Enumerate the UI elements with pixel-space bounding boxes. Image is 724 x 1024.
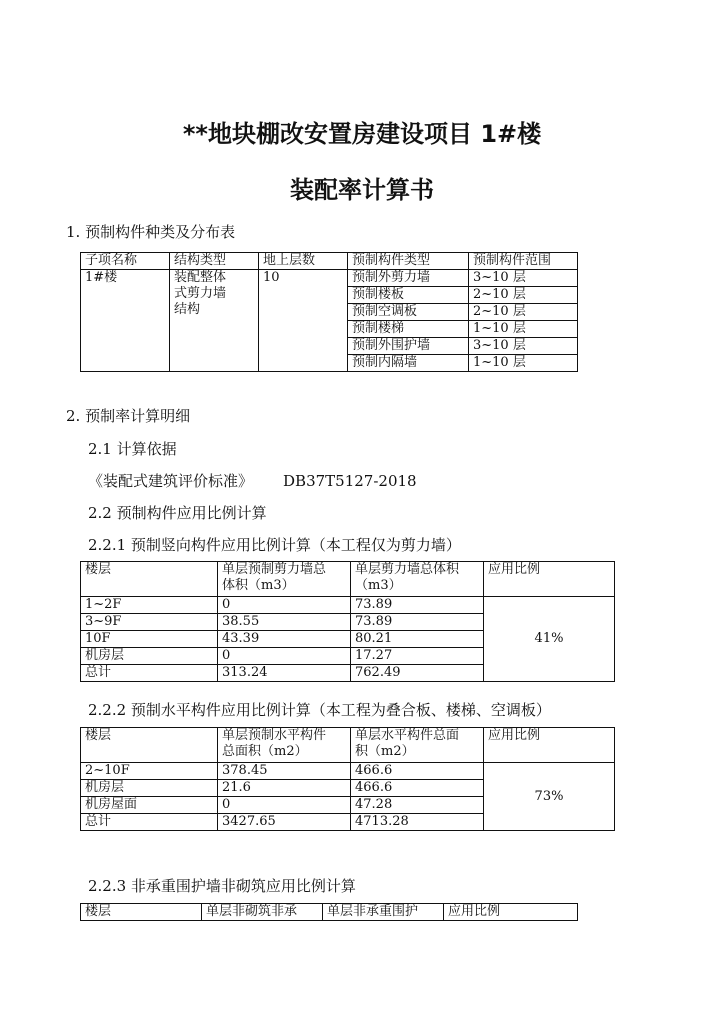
value-cell: 466.6 <box>351 780 484 797</box>
section-2-2-heading: 2.2 预制构件应用比例计算 <box>88 504 267 522</box>
section-2-heading: 2. 预制率计算明细 <box>66 407 191 425</box>
value-cell: 17.27 <box>351 648 484 665</box>
component-range-cell: 1~10 层 <box>469 321 578 338</box>
table-header-cell: 应用比例 <box>484 728 615 763</box>
section-2-2-3-heading: 2.2.3 非承重围护墙非砌筑应用比例计算 <box>88 877 356 895</box>
component-type-cell: 预制楼板 <box>348 287 469 304</box>
value-cell: 21.6 <box>218 780 351 797</box>
component-type-cell: 预制空调板 <box>348 304 469 321</box>
section-1-heading: 1. 预制构件种类及分布表 <box>66 223 236 241</box>
value-cell: 73.89 <box>351 597 484 614</box>
header-line: 单层剪力墙总体积 <box>355 562 460 577</box>
table-header-cell: 单层非承重围护 <box>323 904 444 921</box>
table-header-cell <box>351 562 484 597</box>
value-cell: 73.89 <box>351 614 484 631</box>
table-header-cell: 子项名称 <box>81 253 170 270</box>
table-header-cell: 预制构件范围 <box>469 253 578 270</box>
floor-cell: 总计 <box>81 814 218 831</box>
component-range-cell: 3~10 层 <box>469 338 578 355</box>
ratio-cell: 41% <box>484 597 615 682</box>
table-header-cell: 单层非砌筑非承 <box>202 904 323 921</box>
header-line: 单层水平构件总面 <box>355 728 460 743</box>
component-range-cell: 2~10 层 <box>469 287 578 304</box>
horizontal-component-ratio-table <box>80 727 615 831</box>
value-cell: 4713.28 <box>351 814 484 831</box>
value-cell: 0 <box>218 597 351 614</box>
table-header-row <box>81 253 578 270</box>
standard-reference <box>88 470 417 491</box>
floor-cell: 机房层 <box>81 780 218 797</box>
table-header-cell <box>218 562 351 597</box>
value-cell: 0 <box>218 648 351 665</box>
header-line: 单层预制剪力墙总 <box>222 562 327 577</box>
ratio-cell: 73% <box>484 763 615 831</box>
table-header-cell: 楼层 <box>81 562 218 597</box>
value-cell: 47.28 <box>351 797 484 814</box>
floor-cell: 机房层 <box>81 648 218 665</box>
table-row <box>81 597 615 614</box>
header-line: 体积（m3） <box>222 578 295 593</box>
header-line: 积（m2） <box>355 744 415 759</box>
section-2-2-1-heading: 2.2.1 预制竖向构件应用比例计算（本工程仅为剪力墙） <box>88 536 461 554</box>
value-cell: 378.45 <box>218 763 351 780</box>
vertical-component-ratio-table <box>80 561 615 682</box>
structure-line: 式剪力墙 <box>174 286 227 301</box>
standard-code: DB37T5127-2018 <box>283 472 417 490</box>
value-cell: 0 <box>218 797 351 814</box>
table-header-cell: 结构类型 <box>170 253 259 270</box>
floor-cell: 1~2F <box>81 597 218 614</box>
section-2-2-2-heading: 2.2.2 预制水平构件应用比例计算（本工程为叠合板、楼梯、空调板） <box>88 701 551 719</box>
header-line: （m3） <box>355 578 402 593</box>
value-cell: 43.39 <box>218 631 351 648</box>
structure-type-cell <box>170 270 259 372</box>
table-header-cell <box>218 728 351 763</box>
table-header-row <box>81 728 615 763</box>
table-row <box>81 763 615 780</box>
component-distribution-table <box>80 252 578 372</box>
floor-cell: 总计 <box>81 665 218 682</box>
structure-line: 结构 <box>174 302 201 317</box>
table-header-cell: 楼层 <box>81 728 218 763</box>
document-title: **地块棚改安置房建设项目 1#楼 <box>182 120 542 148</box>
table-row <box>81 270 578 287</box>
component-range-cell: 1~10 层 <box>469 355 578 372</box>
table-header-cell: 地上层数 <box>259 253 348 270</box>
non-masonry-ratio-table <box>80 903 578 921</box>
table-header-cell: 应用比例 <box>444 904 578 921</box>
item-name-cell: 1#楼 <box>81 270 170 372</box>
table-header-row <box>81 562 615 597</box>
component-range-cell: 3~10 层 <box>469 270 578 287</box>
floor-cell: 机房屋面 <box>81 797 218 814</box>
value-cell: 466.6 <box>351 763 484 780</box>
value-cell: 80.21 <box>351 631 484 648</box>
table-header-cell: 预制构件类型 <box>348 253 469 270</box>
floor-cell: 10F <box>81 631 218 648</box>
header-line: 总面积（m2） <box>222 744 308 759</box>
floor-cell: 3~9F <box>81 614 218 631</box>
section-2-1-heading: 2.1 计算依据 <box>88 440 177 458</box>
table-header-cell: 应用比例 <box>484 562 615 597</box>
standard-name: 《装配式建筑评价标准》 <box>88 472 254 490</box>
structure-line: 装配整体 <box>174 270 227 285</box>
floor-cell: 2~10F <box>81 763 218 780</box>
table-header-cell <box>351 728 484 763</box>
component-type-cell: 预制楼梯 <box>348 321 469 338</box>
document-subtitle: 装配率计算书 <box>290 176 434 204</box>
component-type-cell: 预制外围护墙 <box>348 338 469 355</box>
value-cell: 762.49 <box>351 665 484 682</box>
component-range-cell: 2~10 层 <box>469 304 578 321</box>
table-header-row <box>81 904 578 921</box>
floors-cell: 10 <box>259 270 348 372</box>
value-cell: 313.24 <box>218 665 351 682</box>
header-line: 单层预制水平构件 <box>222 728 327 743</box>
value-cell: 38.55 <box>218 614 351 631</box>
value-cell: 3427.65 <box>218 814 351 831</box>
component-type-cell: 预制内隔墙 <box>348 355 469 372</box>
table-header-cell: 楼层 <box>81 904 202 921</box>
component-type-cell: 预制外剪力墙 <box>348 270 469 287</box>
